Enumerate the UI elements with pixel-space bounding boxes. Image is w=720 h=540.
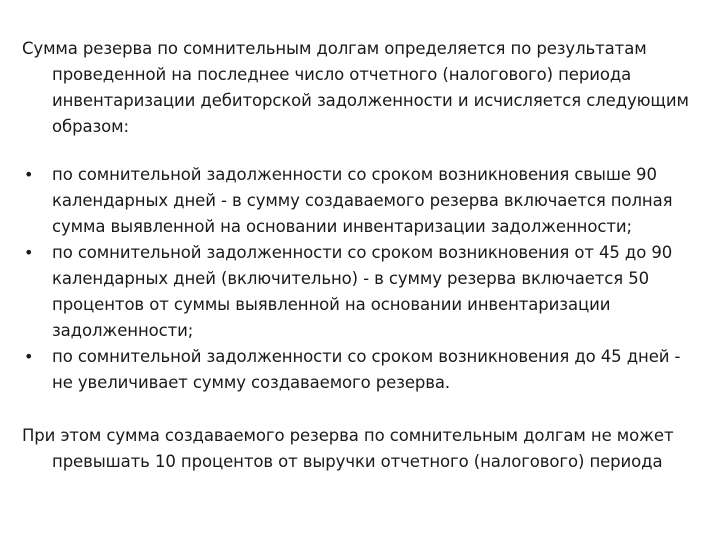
bullet-icon: • — [24, 243, 34, 262]
list-item — [22, 344, 692, 396]
list-item-text: по сомнительной задолженности со сроком возникновения свыше 90 календарных дней - в сумму создаваемого резерва включается полная сумма выявленной на основании инвентаризации задолженности; — [52, 165, 673, 236]
list-item — [22, 240, 692, 344]
list-item-text: по сомнительной задолженности со сроком возникновения до 45 дней - не увеличивает сумму создаваемого резерва. — [52, 347, 681, 392]
bullet-list — [22, 162, 692, 396]
bullet-icon: • — [24, 347, 34, 366]
intro-paragraph: Сумма резерва по сомнительным долгам определяется по результатам проведенной на последнее число отчетного (налогового) периода инвентаризации дебиторской задолженности и исчисляется следующим образом: — [22, 39, 689, 136]
list-item — [22, 162, 692, 240]
list-item-text: по сомнительной задолженности со сроком возникновения от 45 до 90 календарных дней (включительно) - в сумму резерва включается 50 процентов от суммы выявленной на основании инвентаризации задолженности; — [52, 243, 673, 340]
closing-paragraph: При этом сумма создаваемого резерва по сомнительным долгам не может превышать 10 процентов от выручки отчетного (налогового) периода — [22, 426, 674, 471]
bullet-icon: • — [24, 165, 34, 184]
